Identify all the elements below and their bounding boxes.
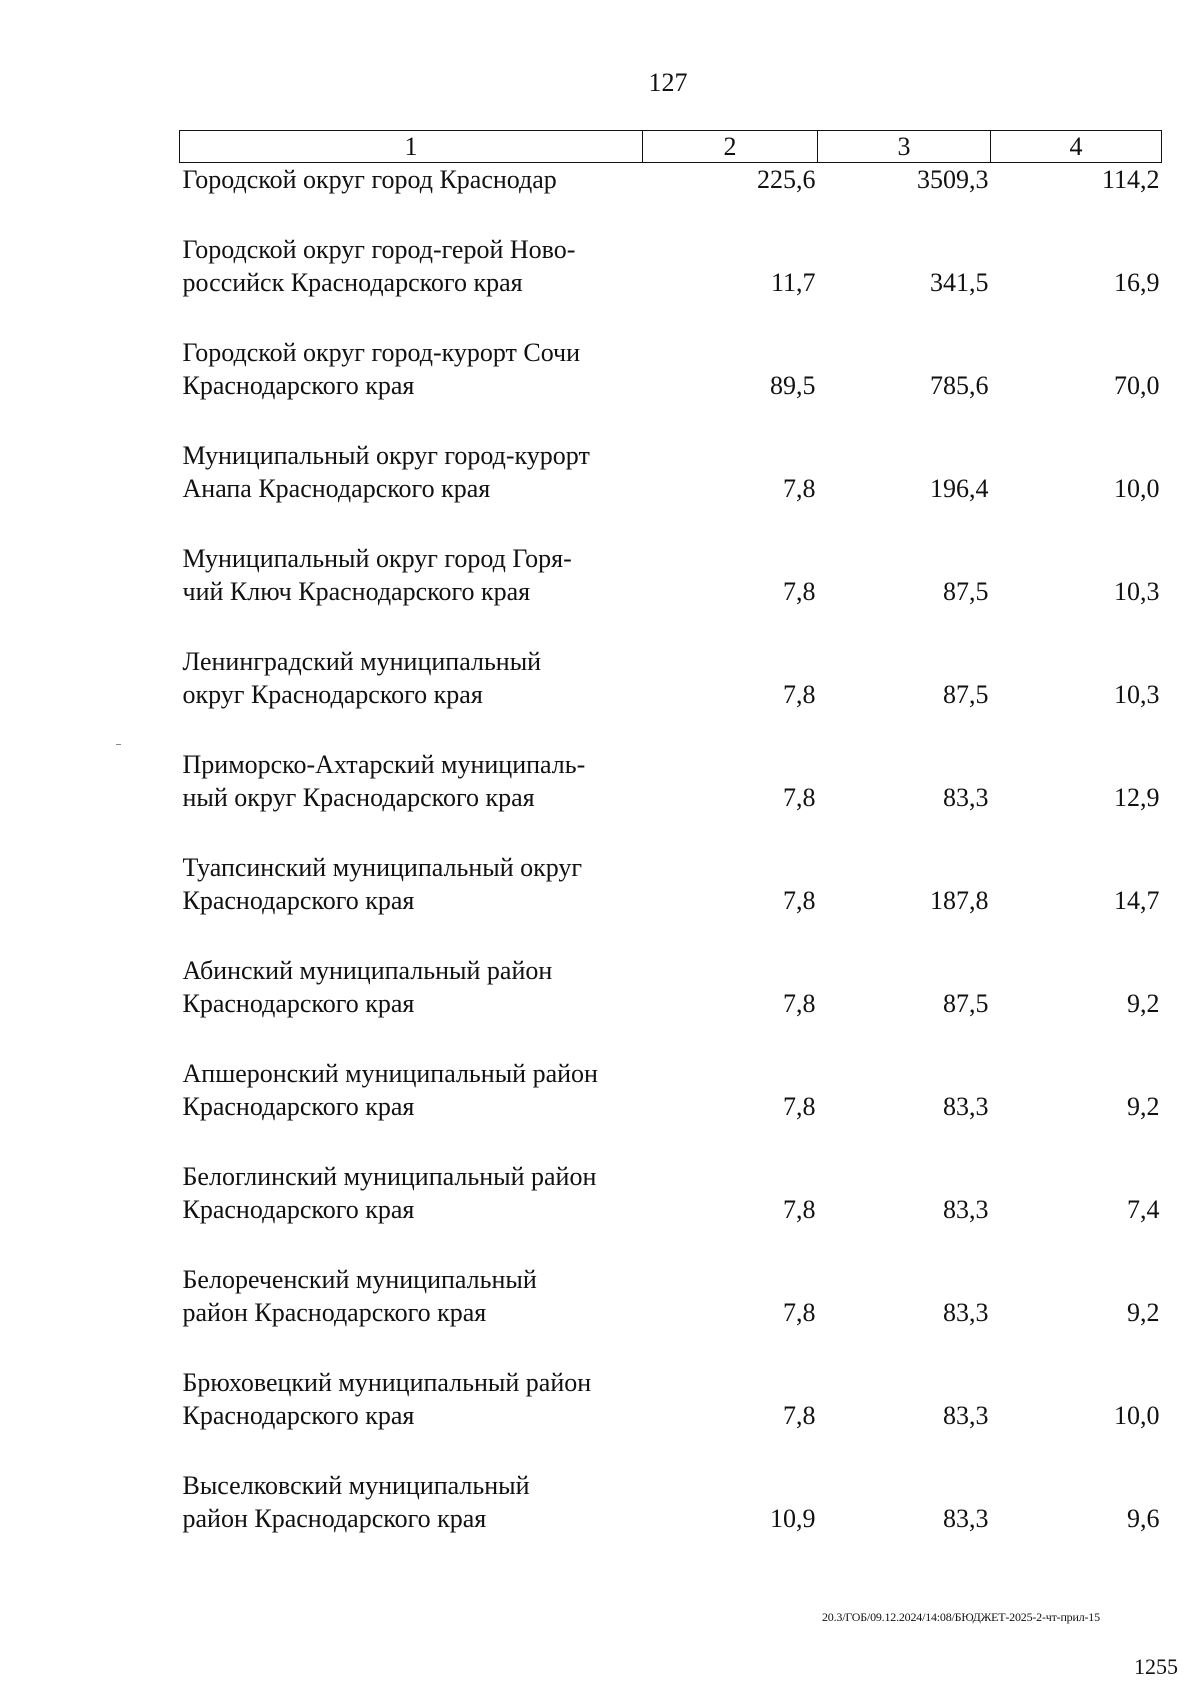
value-col-4: 9,2	[1127, 1298, 1160, 1327]
municipality-name-line: Анапа Краснодарского края	[182, 474, 491, 503]
value-col-4: 12,9	[1114, 783, 1160, 812]
value-col-4: 114,2	[1101, 165, 1160, 194]
municipality-name	[180, 233, 643, 299]
municipality-name-line: Абинский муниципальный район	[182, 956, 553, 985]
municipality-name	[180, 336, 643, 402]
value-col-4: 10,3	[1114, 577, 1160, 606]
budget-table	[179, 130, 1162, 1535]
document-code: 20.3/ГОБ/09.12.2024/14:08/БЮДЖЕТ-2025-2-чт-прил-15	[822, 1610, 1100, 1624]
table-row	[180, 748, 1162, 814]
value-col-2: 7,8	[783, 1092, 816, 1121]
municipality-name-line: район Краснодарского края	[182, 1298, 487, 1327]
row-spacer	[180, 1432, 1162, 1469]
municipality-name	[180, 645, 643, 711]
municipality-name-line: Краснодарского края	[182, 371, 415, 400]
row-spacer-cell	[180, 1329, 1162, 1366]
municipality-name	[180, 954, 643, 1020]
municipality-name-line: Выселковский муниципальный	[182, 1471, 530, 1500]
row-spacer-cell	[180, 1432, 1162, 1469]
value-col-2: 7,8	[783, 577, 816, 606]
row-spacer	[180, 299, 1162, 336]
municipality-name-line: Туапсинский муниципальный округ	[182, 853, 583, 882]
table-row	[180, 851, 1162, 917]
municipality-name-line: Апшеронский муниципальный район	[182, 1059, 598, 1088]
header-row	[180, 131, 1162, 163]
header-cell-4: 4	[991, 131, 1162, 163]
municipality-name	[180, 1366, 643, 1432]
value-col-3: 3509,3	[917, 165, 989, 194]
value-col-2: 10,9	[770, 1504, 816, 1533]
value-col-4: 10,0	[1114, 1401, 1160, 1430]
value-col-2: 7,8	[783, 680, 816, 709]
row-spacer	[180, 196, 1162, 233]
header-cell-3: 3	[818, 131, 991, 163]
value-col-3: 83,3	[943, 1092, 989, 1121]
table-row	[180, 542, 1162, 608]
row-spacer-cell	[180, 505, 1162, 542]
value-col-3: 83,3	[943, 1298, 989, 1327]
margin-mark	[116, 744, 121, 745]
municipality-name-line: Краснодарского края	[182, 1401, 415, 1430]
value-col-4: 16,9	[1114, 268, 1160, 297]
value-col-4: 9,6	[1127, 1504, 1160, 1533]
row-spacer	[180, 1123, 1162, 1160]
table-row	[180, 1469, 1162, 1535]
table-row	[180, 439, 1162, 505]
table-row	[180, 336, 1162, 402]
header-cell-2: 2	[643, 131, 818, 163]
municipality-name	[180, 439, 643, 505]
row-spacer	[180, 402, 1162, 439]
value-col-3: 87,5	[943, 989, 989, 1018]
value-col-3: 187,8	[930, 886, 989, 915]
value-col-2: 7,8	[783, 1195, 816, 1224]
municipality-name-line: Брюховецкий муниципальный район	[182, 1368, 592, 1397]
municipality-name-line: Краснодарского края	[182, 1195, 415, 1224]
table-row	[180, 1263, 1162, 1329]
row-spacer	[180, 608, 1162, 645]
value-col-4: 7,4	[1127, 1195, 1160, 1224]
header-cell-1: 1	[180, 131, 643, 163]
row-spacer-cell	[180, 917, 1162, 954]
municipality-name	[180, 1160, 643, 1226]
value-col-4: 9,2	[1127, 989, 1160, 1018]
row-spacer	[180, 814, 1162, 851]
municipality-name-line: Городской округ город-герой Ново-	[182, 235, 576, 264]
row-spacer-cell	[180, 1226, 1162, 1263]
budget-table-container	[179, 130, 1161, 1535]
table-row	[180, 954, 1162, 1020]
table-row	[180, 1057, 1162, 1123]
value-col-3: 83,3	[943, 1401, 989, 1430]
page-number: 127	[648, 68, 688, 97]
value-col-4: 10,0	[1114, 474, 1160, 503]
row-spacer-cell	[180, 1020, 1162, 1057]
table-row	[180, 233, 1162, 299]
municipality-name-line: ный округ Краснодарского края	[182, 783, 535, 812]
value-col-3: 83,3	[943, 1195, 989, 1224]
municipality-name-line: Краснодарского края	[182, 886, 415, 915]
municipality-name-line: Краснодарского края	[182, 989, 415, 1018]
value-col-2: 7,8	[783, 1298, 816, 1327]
row-spacer-cell	[180, 402, 1162, 439]
municipality-name-line: Ленинградский муниципальный	[182, 647, 542, 676]
municipality-name	[180, 1057, 643, 1123]
table-row	[180, 1366, 1162, 1432]
municipality-name-line: Муниципальный округ город-курорт	[182, 441, 590, 470]
municipality-name-line: Белоглинский муниципальный район	[182, 1162, 597, 1191]
value-col-2: 11,7	[770, 268, 816, 297]
row-spacer-cell	[180, 608, 1162, 645]
value-col-3: 87,5	[943, 680, 989, 709]
value-col-2: 7,8	[783, 1401, 816, 1430]
table-body	[180, 163, 1162, 1536]
row-spacer	[180, 917, 1162, 954]
row-spacer	[180, 711, 1162, 748]
value-col-3: 341,5	[930, 268, 989, 297]
municipality-name-line: Белореченский муниципальный	[182, 1265, 537, 1294]
row-spacer	[180, 505, 1162, 542]
row-spacer	[180, 1020, 1162, 1057]
row-spacer-cell	[180, 196, 1162, 233]
value-col-3: 785,6	[930, 371, 989, 400]
value-col-3: 83,3	[943, 783, 989, 812]
municipality-name	[180, 542, 643, 608]
row-spacer-cell	[180, 711, 1162, 748]
row-spacer-cell	[180, 1123, 1162, 1160]
municipality-name	[180, 851, 643, 917]
municipality-name-line: Городской округ город Краснодар	[182, 165, 557, 194]
municipality-name	[180, 163, 643, 197]
municipality-name	[180, 1263, 643, 1329]
table-row	[180, 645, 1162, 711]
municipality-name-line: округ Краснодарского края	[182, 680, 483, 709]
table-row	[180, 1160, 1162, 1226]
row-spacer	[180, 1226, 1162, 1263]
municipality-name-line: российск Краснодарского края	[182, 268, 523, 297]
value-col-4: 14,7	[1114, 886, 1160, 915]
value-col-3: 83,3	[943, 1504, 989, 1533]
municipality-name-line: чий Ключ Краснодарского края	[182, 577, 531, 606]
value-col-3: 87,5	[943, 577, 989, 606]
municipality-name-line: Муниципальный округ город Горя-	[182, 544, 572, 573]
table-header	[180, 131, 1162, 163]
value-col-2: 7,8	[783, 474, 816, 503]
value-col-2: 7,8	[783, 886, 816, 915]
value-col-2: 225,6	[757, 165, 816, 194]
value-col-3: 196,4	[930, 474, 989, 503]
municipality-name-line: Городской округ город-курорт Сочи	[182, 338, 581, 367]
municipality-name	[180, 748, 643, 814]
row-spacer	[180, 1329, 1162, 1366]
value-col-4: 70,0	[1114, 371, 1160, 400]
municipality-name	[180, 1469, 643, 1535]
municipality-name-line: район Краснодарского края	[182, 1504, 487, 1533]
sheet-number: 1255	[1134, 1654, 1178, 1679]
value-col-4: 9,2	[1127, 1092, 1160, 1121]
table-row	[180, 163, 1162, 197]
municipality-name-line: Краснодарского края	[182, 1092, 415, 1121]
value-col-4: 10,3	[1114, 680, 1160, 709]
row-spacer-cell	[180, 814, 1162, 851]
municipality-name-line: Приморско-Ахтарский муниципаль-	[182, 750, 586, 779]
value-col-2: 7,8	[783, 783, 816, 812]
value-col-2: 7,8	[783, 989, 816, 1018]
row-spacer-cell	[180, 299, 1162, 336]
value-col-2: 89,5	[770, 371, 816, 400]
